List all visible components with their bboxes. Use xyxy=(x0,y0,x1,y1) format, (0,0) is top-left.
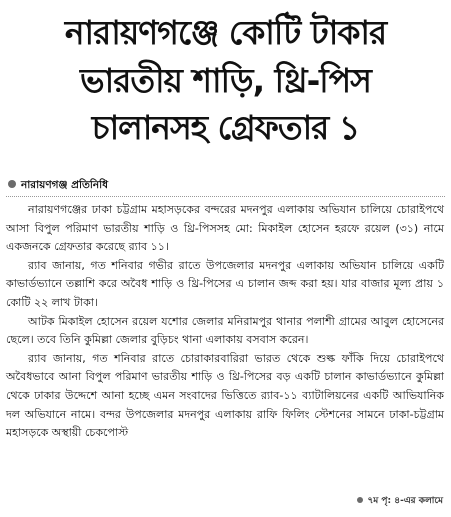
paragraph-2: র‍্যাব জানায়, গত শনিবার গভীর রাতে উপজেলার মদনপুর এলাকায় অভিযান চালিয়ে একটি কাভার্ডভ্যানে তল্লাশি করে অবৈধ শাড়ি ও থ্রি-পিসের এ চালান জব্দ করা হয়। যার বাজার মূল্য প্রায় ১ কোটি ২২ লাখ টাকা। xyxy=(6,258,444,309)
bullet-icon xyxy=(357,497,363,503)
byline-text: নারায়ণগঞ্জ প্রতিনিধি xyxy=(21,179,109,191)
paragraph-3: আটক মিকাইল হোসেন রয়েল যশোর জেলার মনিরামপুর থানার পলাশী গ্রামের আবুল হোসেনের ছেলে। তবে তিনি কুমিল্লা জেলার বুড়িচং থানা এলাকায় বসবাস করেন। xyxy=(6,314,444,347)
paragraph-4: র‍্যাব জানায়, গত শনিবার রাতে চোরাকারবারিরা ভারত থেকে শুল্ক ফাঁকি দিয়ে চোরাইপথে অবৈধভাবে আনা বিপুল পরিমাণ ভারতীয় শাড়ি ও থ্রি-পিসের বড় একটি চালান কাভার্ডভ্যানে কুমিল্লা থেকে ঢাকার উদ্দেশে আনা হচ্ছে এমন সংবাদের ভিত্তিতে র‍্যাব-১১ ব্যাটালিয়নের একটি আভিযানিক দল অভিযানে নামে। বন্দর উপজেলার মদনপুর এলাকায় রাফি ফিলিং স্টেশনের সামনে ঢাকা-চট্টগ্রাম মহাসড়কে অস্থায়ী চেকপোস্ট xyxy=(6,351,444,440)
bullet-icon xyxy=(8,180,16,188)
headline-line-2: ভারতীয় শাড়ি, থ্রি-পিস xyxy=(80,61,371,100)
continuation-note xyxy=(357,492,443,510)
headline-line-1: নারায়ণগঞ্জে কোটি টাকার xyxy=(64,13,387,52)
byline xyxy=(8,176,108,194)
divider xyxy=(6,196,445,197)
headline-line-3: চালানসহ গ্রেফতার ১ xyxy=(91,108,360,147)
paragraph-1: নারায়ণগঞ্জের ঢাকা চট্টগ্রাম মহাসড়কের বন্দরের মদনপুর এলাকায় অভিযান চালিয়ে চোরাইপথে আসা বিপুল পরিমাণ ভারতীয় শাড়ি ও থ্রি-পিসসহ মো: মিকাইল হোসেন হরফে রয়েল (৩১) নামে একজনকে গ্রেফতার করেছে র‍্যাব ১১। xyxy=(6,203,444,254)
continuation-text: ৭ম পৃ: ৪-এর কলামে xyxy=(367,496,443,506)
article-body xyxy=(6,201,444,443)
